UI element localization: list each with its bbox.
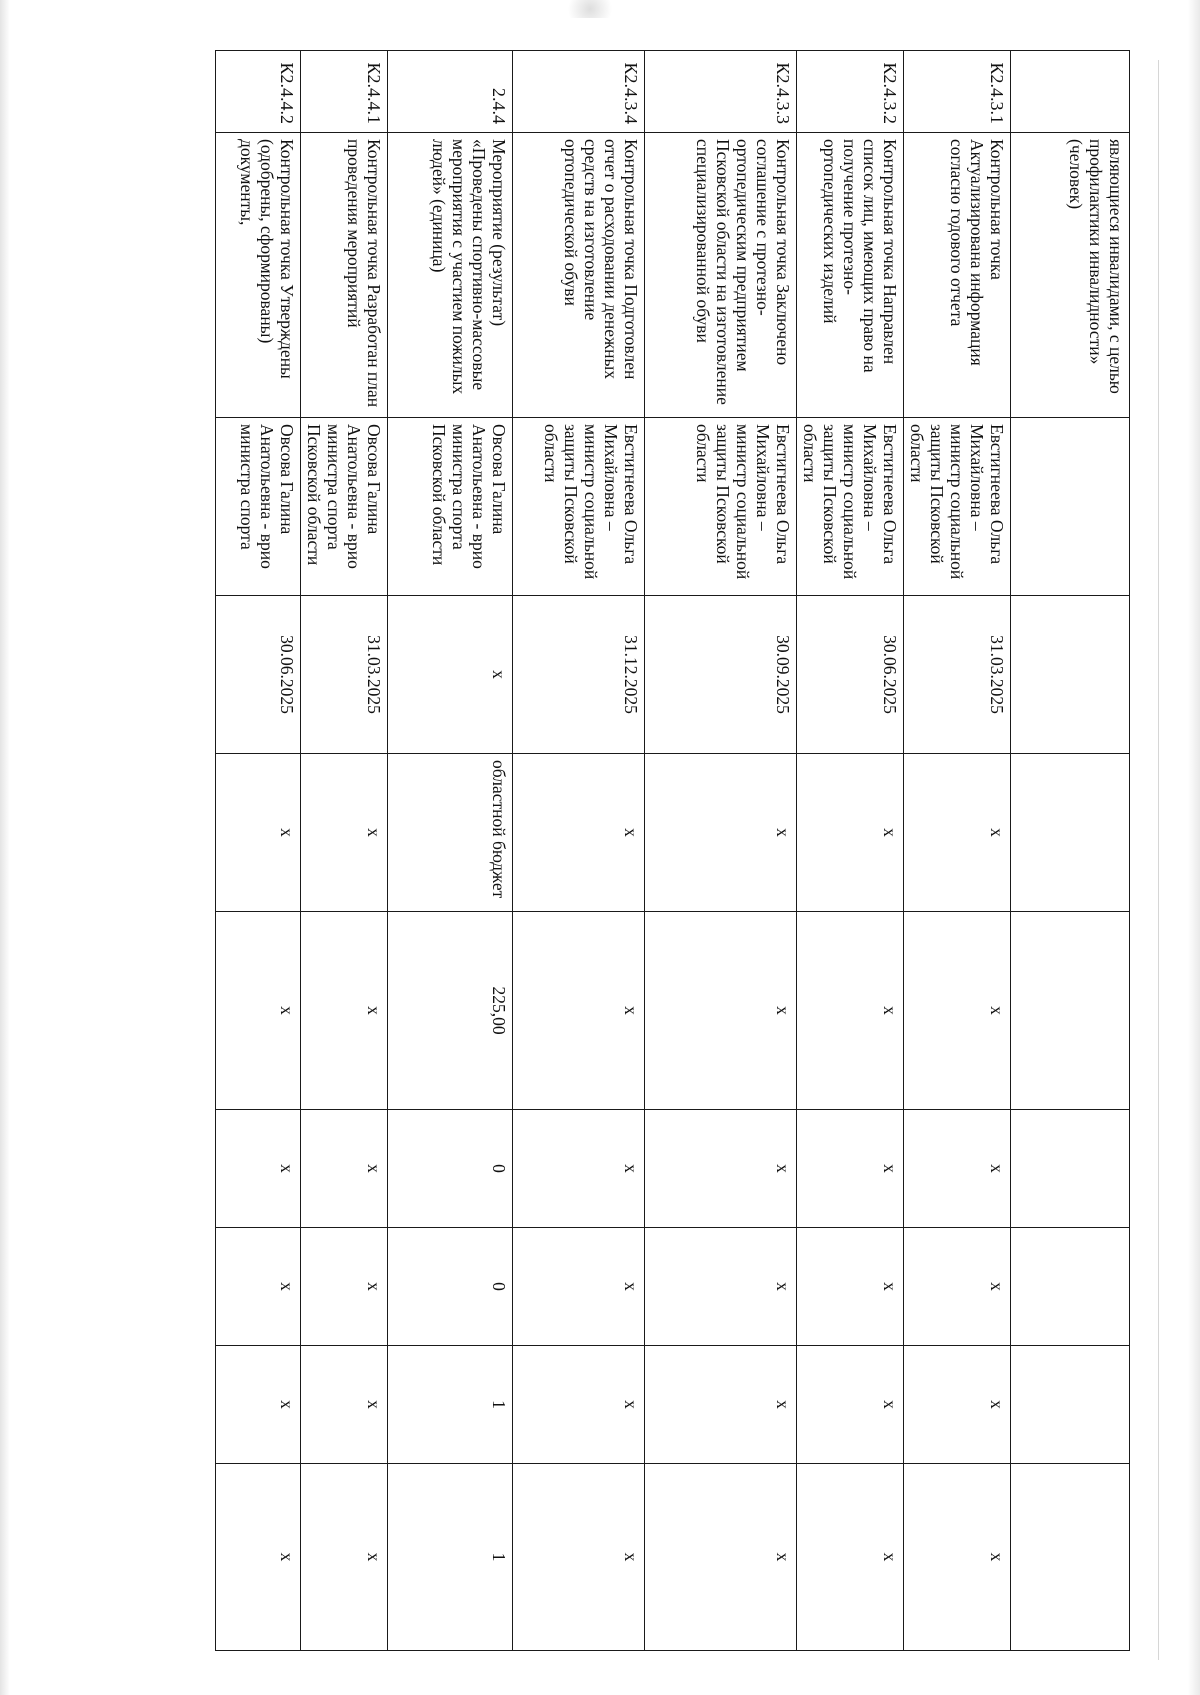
row-value-3: x — [513, 1346, 645, 1464]
row-value-4: x — [645, 1464, 797, 1651]
row-value-3: x — [301, 1346, 388, 1464]
row-amount: x — [904, 912, 1011, 1110]
table-row — [1011, 51, 1130, 1651]
row-value-4: x — [797, 1464, 904, 1651]
row-value-4: x — [301, 1464, 388, 1651]
row-name: Контрольная точка Направлен список лиц, имеющих право на получение протезно-ортопедических изделий — [797, 133, 904, 418]
row-responsible: Овсова Галина Анатольевна - врио министра спорта — [216, 418, 301, 596]
row-value-3: x — [904, 1346, 1011, 1464]
row-amount: x — [216, 912, 301, 1110]
row-value-2: x — [216, 1228, 301, 1346]
row-name: Мероприятие (результат) «Проведены спортивно-массовые мероприятия с участием пожилых людей» (единица) — [388, 133, 513, 418]
row-value-2: x — [645, 1228, 797, 1346]
row-value-4: x — [904, 1464, 1011, 1651]
row-value-2: x — [904, 1228, 1011, 1346]
row-amount: 225,00 — [388, 912, 513, 1110]
row-responsible: Евстигнеева Ольга Михайловна – министр социальной защиты Псковской области — [645, 418, 797, 596]
row-name: Контрольная точка Разработан план проведения мероприятий — [301, 133, 388, 418]
row-date: 30.09.2025 — [645, 596, 797, 754]
row-source: x — [797, 754, 904, 912]
row-value-4: x — [216, 1464, 301, 1651]
row-value-1: x — [301, 1110, 388, 1228]
row-value-4: 1 — [388, 1464, 513, 1651]
table-row — [797, 51, 904, 1651]
row-source: x — [904, 754, 1011, 912]
row-value-4: x — [513, 1464, 645, 1651]
row-value-1: x — [216, 1110, 301, 1228]
row-responsible: Евстигнеева Ольга Михайловна – министр социальной защиты Псковской области — [797, 418, 904, 596]
row-responsible: Овсова Галина Анатольевна - врио министра спорта Псковской области — [301, 418, 388, 596]
table-row — [388, 51, 513, 1651]
row-name: Контрольная точка Утверждены (одобрены, сформированы) документы, — [216, 133, 301, 418]
row-code: К2.4.3.2 — [797, 51, 904, 133]
row-code — [1011, 51, 1130, 133]
row-value-3: 1 — [388, 1346, 513, 1464]
row-value-1 — [1011, 1110, 1130, 1228]
scan-fold-line — [1158, 60, 1159, 1660]
row-value-2 — [1011, 1228, 1130, 1346]
row-source: x — [513, 754, 645, 912]
row-amount: x — [301, 912, 388, 1110]
row-source: областной бюджет — [388, 754, 513, 912]
row-code: К2.4.4.2 — [216, 51, 301, 133]
row-responsible: Евстигнеева Ольга Михайловна – министр социальной защиты Псковской области — [513, 418, 645, 596]
row-source — [1011, 754, 1130, 912]
row-value-3: x — [797, 1346, 904, 1464]
row-name: являющиеся инвалидами, с целью профилактики инвалидности» (человек) — [1011, 133, 1130, 418]
row-date — [1011, 596, 1130, 754]
rotated-page — [10, 50, 1130, 1650]
table-row — [301, 51, 388, 1651]
row-source: x — [301, 754, 388, 912]
row-responsible: Овсова Галина Анатольевна - врио министра спорта Псковской области — [388, 418, 513, 596]
scan-smudge — [560, 0, 620, 18]
row-amount: x — [513, 912, 645, 1110]
row-name: Контрольная точка Подготовлен отчет о расходовании денежных средств на изготовление ортопедической обуви — [513, 133, 645, 418]
row-date: 30.06.2025 — [797, 596, 904, 754]
row-value-1: x — [645, 1110, 797, 1228]
row-name: Контрольная точка Заключено соглашение с протезно-ортопедическим предприятием Псковской области на изготовление специализированной обуви — [645, 133, 797, 418]
row-value-2: x — [513, 1228, 645, 1346]
row-code: 2.4.4 — [388, 51, 513, 133]
row-value-1: x — [513, 1110, 645, 1228]
plan-table — [215, 50, 1130, 1651]
row-amount: x — [797, 912, 904, 1110]
row-date: 31.03.2025 — [904, 596, 1011, 754]
row-date: 31.03.2025 — [301, 596, 388, 754]
row-value-2: x — [301, 1228, 388, 1346]
row-value-3 — [1011, 1346, 1130, 1464]
row-value-1: x — [904, 1110, 1011, 1228]
row-value-1: 0 — [388, 1110, 513, 1228]
row-value-3: x — [216, 1346, 301, 1464]
row-source: x — [216, 754, 301, 912]
row-value-1: x — [797, 1110, 904, 1228]
row-value-4 — [1011, 1464, 1130, 1651]
row-responsible — [1011, 418, 1130, 596]
scan-edge-right — [1188, 0, 1200, 1695]
row-source: x — [645, 754, 797, 912]
row-value-2: x — [797, 1228, 904, 1346]
row-code: К2.4.4.1 — [301, 51, 388, 133]
table-row — [904, 51, 1011, 1651]
row-amount — [1011, 912, 1130, 1110]
row-code: К2.4.3.4 — [513, 51, 645, 133]
row-name: Контрольная точка Актуализирована информация согласно годового отчета — [904, 133, 1011, 418]
row-amount: x — [645, 912, 797, 1110]
row-date: 31.12.2025 — [513, 596, 645, 754]
row-value-2: 0 — [388, 1228, 513, 1346]
row-date: x — [388, 596, 513, 754]
row-responsible: Евстигнеева Ольга Михайловна – министр социальной защиты Псковской области — [904, 418, 1011, 596]
row-code: К2.4.3.3 — [645, 51, 797, 133]
scan-edge-left — [0, 0, 10, 1695]
table-row — [645, 51, 797, 1651]
row-value-3: x — [645, 1346, 797, 1464]
table-row — [216, 51, 301, 1651]
row-date: 30.06.2025 — [216, 596, 301, 754]
table-row — [513, 51, 645, 1651]
row-code: К2.4.3.1 — [904, 51, 1011, 133]
